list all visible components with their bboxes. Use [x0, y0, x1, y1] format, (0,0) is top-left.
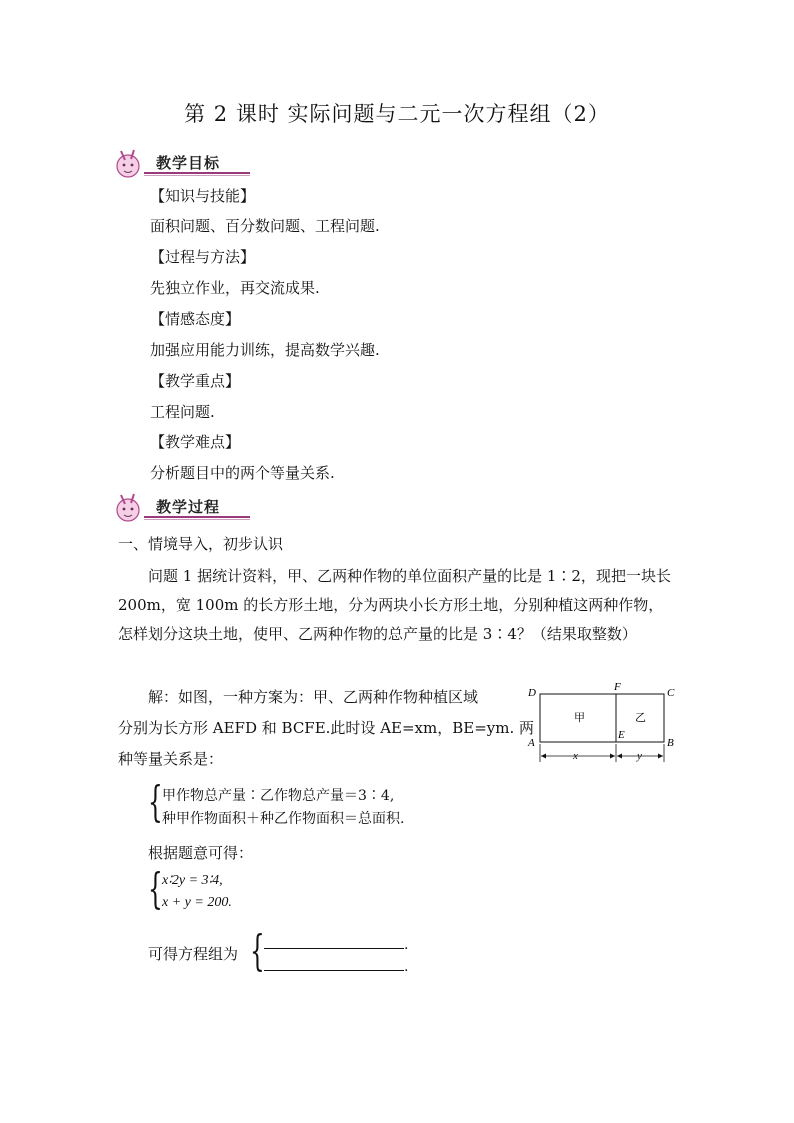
according-text: 根据题意可得：	[148, 844, 254, 862]
pencil-mascot-icon	[112, 146, 148, 182]
objective-heading: 【过程与方法】	[150, 248, 256, 266]
section-badge-label: 教学过程	[156, 498, 221, 516]
section-badge-process	[112, 490, 252, 528]
final-prefix: 可得方程组为	[148, 945, 239, 963]
label-a: A	[528, 737, 535, 749]
page-title: 第 2 课时 实际问题与二元一次方程组（2）	[184, 102, 610, 126]
relation-line: 种甲作物面积＋种乙作物面积＝总面积.	[162, 811, 405, 827]
land-division-figure	[524, 680, 684, 770]
dim-label-y: y	[637, 750, 642, 762]
objective-text: 工程问题.	[150, 403, 215, 421]
solution-line: 种等量关系是：	[118, 750, 224, 768]
region-jia: 甲	[574, 711, 585, 724]
objective-heading: 【知识与技能】	[150, 187, 256, 205]
blank-system: { . .	[250, 926, 409, 975]
relation-line: 甲作物总产量∶乙作物总产量＝3∶4,	[162, 788, 395, 804]
problem-paragraph: 问题 1 据统计资料，甲、乙两种作物的单位面积产量的比是 1∶2，现把一块长 200m，宽 100m 的长方形土地，分为两块小长方形土地，分别种植这两种作物，怎样划分这块土地，使甲、乙两种作物的总产量的比是 3∶4？（结果取整数）	[118, 567, 671, 643]
label-e: E	[618, 729, 625, 741]
solution-line: 解：如图，一种方案为：甲、乙两种作物种植区域	[148, 688, 479, 706]
section-heading: 一、情境导入，初步认识	[118, 535, 284, 553]
objective-text: 先独立作业，再交流成果.	[150, 279, 320, 297]
blank-suffix: .	[404, 937, 409, 953]
equation-line: x∶2y = 3∶4,	[162, 873, 223, 888]
objective-heading: 【教学难点】	[150, 433, 241, 451]
objective-heading: 【教学重点】	[150, 372, 241, 390]
section-badge-label: 教学目标	[156, 154, 221, 172]
dim-label-x: x	[573, 750, 578, 762]
blank-answer-2	[264, 958, 404, 971]
blank-answer-1	[264, 936, 404, 949]
label-f: F	[614, 681, 621, 693]
equation-line: x + y = 200.	[162, 895, 232, 910]
region-yi: 乙	[635, 711, 646, 724]
objective-text: 面积问题、百分数问题、工程问题.	[150, 217, 380, 235]
label-d: D	[528, 687, 536, 699]
label-c: C	[667, 687, 675, 699]
label-b: B	[667, 737, 674, 749]
objective-heading: 【情感态度】	[150, 310, 241, 328]
relation-system: { 甲作物总产量∶乙作物总产量＝3∶4, 种甲作物面积＋种乙作物面积＝总面积.	[148, 777, 405, 827]
section-badge-objectives	[112, 146, 252, 184]
equation-system: { x∶2y = 3∶4, x + y = 200.	[148, 864, 232, 913]
solution-line: 分别为长方形 AEFD 和 BCFE.此时设 AE=xm，BE=ym. 两	[118, 719, 535, 737]
blank-suffix: .	[404, 959, 409, 975]
pencil-mascot-icon	[112, 490, 148, 526]
objective-text: 分析题目中的两个等量关系.	[150, 464, 335, 482]
objective-text: 加强应用能力训练，提高数学兴趣.	[150, 341, 380, 359]
